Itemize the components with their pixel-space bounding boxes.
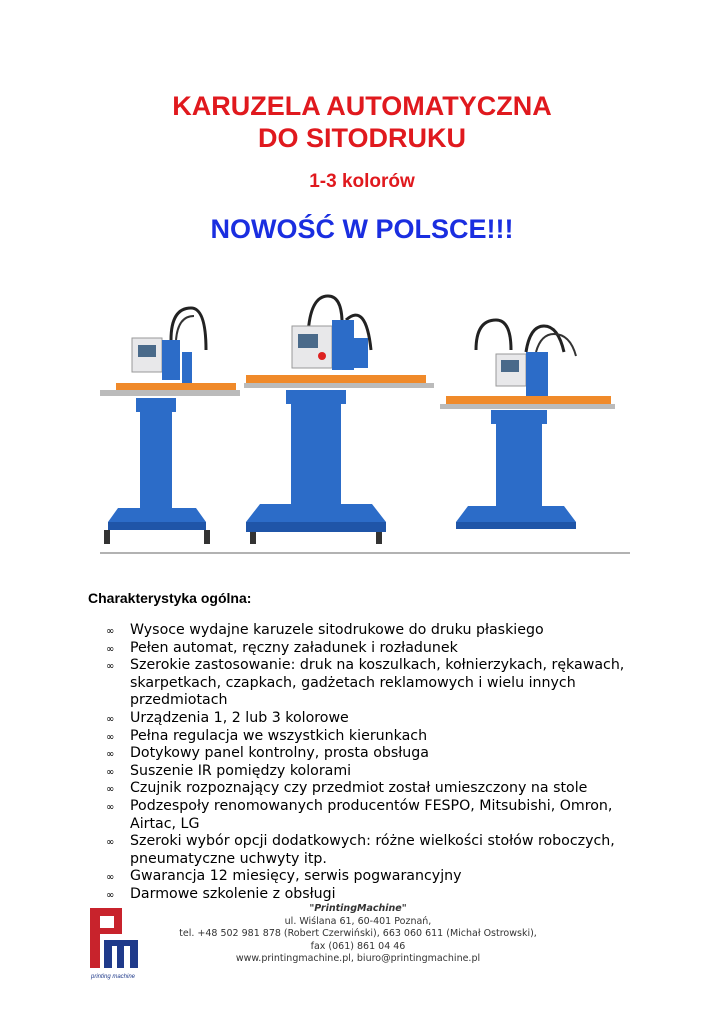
bullet-icon: ∞	[106, 837, 115, 849]
section-heading: Charakterystyka ogólna:	[88, 590, 252, 606]
list-item: ∞ Gwarancja 12 miesięcy, serwis pogwarancyjny	[88, 868, 648, 886]
bullet-icon: ∞	[106, 749, 115, 761]
bullet-icon: ∞	[106, 731, 115, 743]
machine-2-image	[244, 296, 434, 544]
list-item: ∞ Darmowe szkolenie z obsługi	[88, 886, 648, 904]
bullet-icon: ∞	[106, 626, 115, 637]
bullet-icon: ∞	[106, 784, 115, 796]
title-line-1: KARUZELA AUTOMATYCZNA	[172, 91, 552, 121]
title-line-2: DO SITODRUKU	[257, 123, 466, 153]
list-item: ∞ Urządzenia 1, 2 lub 3 kolorowe	[88, 710, 648, 728]
feature-list	[88, 622, 648, 904]
list-item: ∞ Szerokie zastosowanie: druk na koszulkach, kołnierzykach, rękawach, skarpetkach, czapkach, gadżetach reklamowych i wielu innych przedmiotach	[106, 657, 625, 709]
footer-web[interactable]: www.printingmachine.pl, biuro@printingmachine.pl	[235, 953, 481, 965]
bullet-icon: ∞	[106, 889, 115, 901]
bullet-icon: ∞	[106, 872, 115, 884]
list-item: ∞ Wysoce wydajne karuzele sitodrukowe do druku płaskiego	[88, 622, 648, 640]
bullet-icon: ∞	[106, 661, 115, 673]
footer-phones: tel. +48 502 981 878 (Robert Czerwiński), 663 060 611 (Michał Ostrowski),	[179, 928, 537, 940]
machine-3-image	[440, 320, 615, 529]
bullet-icon: ∞	[106, 643, 115, 655]
list-item: ∞ Pełna regulacja we wszystkich kierunkach	[88, 728, 648, 746]
footer-fax: fax (061) 861 04 46	[310, 940, 406, 952]
list-item: ∞ Pełen automat, ręczny załadunek i rozładunek	[88, 640, 648, 658]
machine-1-image	[100, 308, 240, 544]
list-item: ∞ Suszenie IR pomiędzy kolorami	[88, 763, 648, 781]
footer-contact	[148, 903, 568, 966]
list-item: ∞ Podzespoły renomowanych producentów FESPO, Mitsubishi, Omron, Airtac, LG	[106, 797, 613, 832]
bullet-icon: ∞	[106, 766, 115, 778]
subtitle: 1-3 kolorów	[309, 171, 415, 192]
bullet-icon: ∞	[106, 713, 115, 725]
footer-address: ul. Wiślana 61, 60-401 Poznań,	[284, 915, 432, 927]
list-item: ∞ Szeroki wybór opcji dodatkowych: różne wielkości stołów roboczych, pneumatyczne uchwyty itp.	[106, 833, 615, 867]
list-item: ∞ Czujnik rozpoznający czy przedmiot został umieszczony na stole	[88, 780, 648, 798]
footer-company: "PrintingMachine"	[309, 903, 407, 914]
machines-photo	[96, 290, 630, 554]
svg-text:printing machine: printing machine	[90, 974, 136, 980]
company-logo	[86, 906, 140, 982]
bullet-icon: ∞	[106, 801, 115, 813]
list-item: ∞ Dotykowy panel kontrolny, prosta obsługa	[88, 745, 648, 763]
announcement: NOWOŚĆ W POLSCE!!!	[210, 214, 514, 244]
